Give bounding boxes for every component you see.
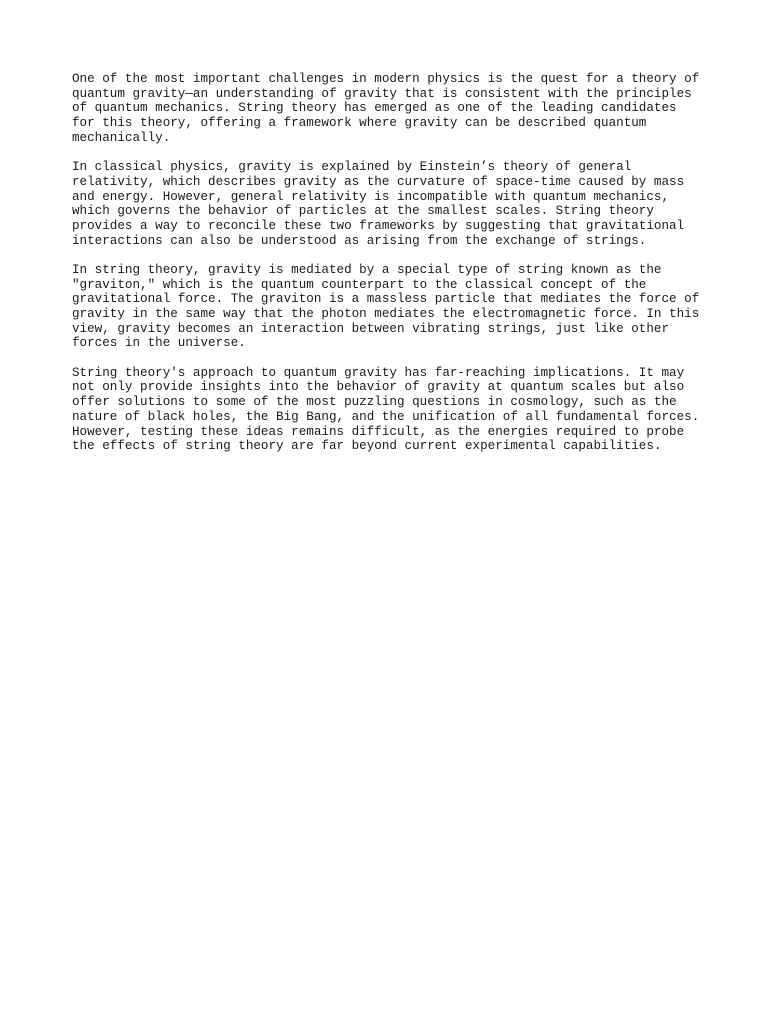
paragraph-implications: String theory's approach to quantum gravity has far-reaching implications. It may not only provide insights into the behavior of gravity at quantum scales but also offer solutions to some of the most puzzling questions in cosmology, such as the nature of black holes, the Big Bang, and the unification of all fundamental forces. However, testing these ideas remains difficult, as the energies required to probe the effects of string theory are far beyond current experimental capabilities. <box>72 365 700 454</box>
document-body <box>72 72 702 469</box>
paragraph-classical-physics: In classical physics, gravity is explained by Einstein’s theory of general relativity, which describes gravity as the curvature of space-time caused by mass and energy. However, general relativity is incompatible with quantum mechanics, which governs the behavior of particles at the smallest scales. String theory provides a way to reconcile these two frameworks by suggesting that gravitational interactions can also be understood as arising from the exchange of strings. <box>72 160 685 248</box>
paragraph-quantum-gravity-intro: One of the most important challenges in modern physics is the quest for a theory of quantum gravity—an understanding of gravity that is consistent with the principles of quantum mechanics. String theory has emerged as one of the leading candidates for this theory, offering a framework where gravity can be described quantum mechanically. <box>72 72 700 145</box>
paragraph-graviton: In string theory, gravity is mediated by a special type of string known as the "graviton," which is the quantum counterpart to the classical concept of the gravitational force. The graviton is a massless particle that mediates the force of gravity in the same way that the photon mediates the electromagnetic force. In this view, gravity becomes an interaction between vibrating strings, just like other forces in the universe. <box>72 262 700 351</box>
